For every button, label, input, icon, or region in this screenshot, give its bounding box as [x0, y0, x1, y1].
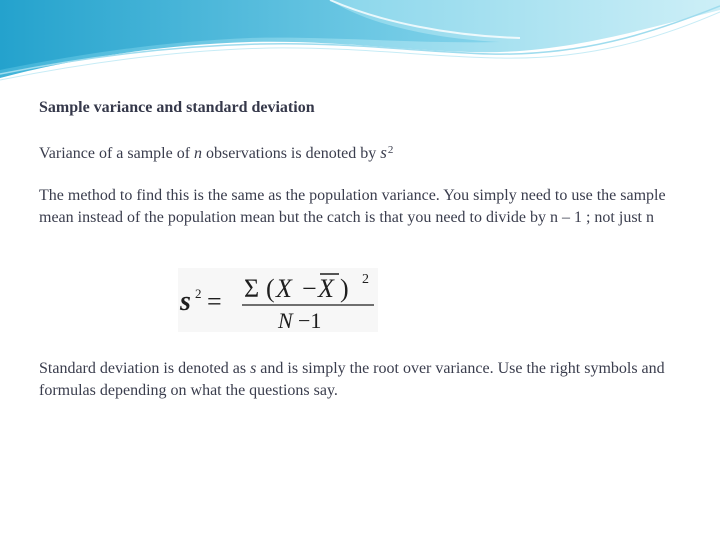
p3-suffix: and is simply the root over variance. Use the right symbols and formulas depending on what the questions say.: [39, 360, 665, 399]
formula-sigma: Σ: [244, 274, 260, 303]
line1-suffix: observations is denoted by: [202, 145, 381, 162]
sample-variance-formula: [178, 268, 378, 332]
line1-prefix: Variance of a sample of: [39, 145, 195, 162]
decorative-wave-banner: [0, 0, 720, 90]
sample-variance-symbol: s: [380, 143, 387, 162]
formula-open-paren: (: [266, 274, 275, 303]
observations-variable: n: [194, 145, 203, 162]
sample-variance-exponent: 2: [387, 144, 394, 156]
formula-x: X: [276, 274, 292, 303]
formula-minus: −: [302, 274, 317, 303]
slide-heading: Sample variance and standard deviation: [39, 99, 315, 116]
std-dev-symbol: s: [250, 360, 257, 377]
formula-equals: =: [207, 287, 222, 316]
formula-lhs-exponent: 2: [195, 286, 202, 301]
method-paragraph: The method to find this is the same as the population variance. You simply need to use the sample mean instead of the population mean but the catch is that you need to divide by n – 1 ; not just n: [39, 187, 666, 226]
variance-definition: [39, 142, 679, 164]
formula-xbar: X: [318, 274, 334, 303]
formula-denominator-rest: −1: [298, 308, 322, 332]
formula-close-paren: ): [340, 274, 349, 303]
standard-deviation-paragraph: [39, 358, 679, 401]
formula-numerator-exponent: 2: [362, 272, 369, 287]
p3-prefix: Standard deviation is denoted as: [39, 360, 251, 377]
formula-lhs: s: [180, 286, 191, 317]
formula-denominator-n: N: [278, 308, 293, 332]
